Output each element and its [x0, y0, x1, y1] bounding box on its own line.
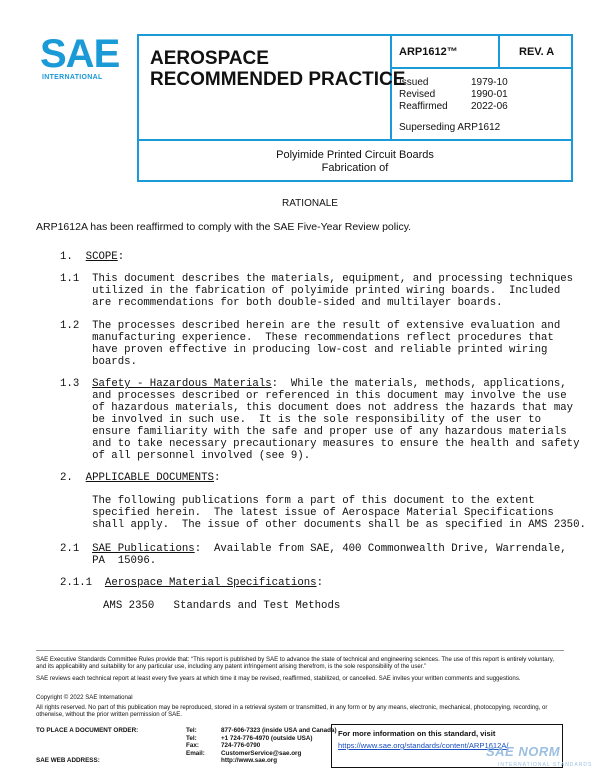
order-label: TO PLACE A DOCUMENT ORDER: — [36, 727, 139, 734]
sae-logo — [40, 34, 122, 84]
watermark: SAE NORM — [486, 744, 561, 759]
logo-text: SAE — [40, 32, 120, 76]
document-subtitle — [137, 149, 573, 175]
footer-disclaimer: SAE Executive Standards Committee Rules provide that: “This report is published by SAE to advance the state of technical and engineering sciences. The use of this report is entirely voluntary, and its applicability and suitability for any particular use, including any patent infringement arising therefrom, is the sole responsibility of the user.” — [36, 656, 555, 671]
watermark-subtext: INTERNATIONAL STANDARDS — [498, 762, 593, 768]
section-1-heading: 1. SCOPE: — [60, 251, 125, 263]
section-2-heading: 2. APPLICABLE DOCUMENTS: — [60, 472, 221, 484]
document-number: ARP1612™ — [399, 46, 458, 58]
section-1-3: 1.3 Safety - Hazardous Materials: While the materials, methods, applications, and processes described or referenced in this document may involve the use of hazardous materials, this document does not address the hazards that may be involved in such use. It is the sole responsibility of the user to ensure familiarity with the safe and proper use of any hazardous materials and to take necessary precautionary measures to ensure the health and safety of all personnel involved (see 9). — [60, 378, 580, 462]
section-2-1-1: 2.1.1 Aerospace Material Specifications: — [60, 577, 323, 589]
footer-review-note: SAE reviews each technical report at least every five years at which time it may be revised, reaffirmed, stabilized, or cancelled. SAE invites your written comments and suggestions. — [36, 675, 521, 682]
date-table — [399, 77, 519, 113]
section-2-title: APPLICABLE DOCUMENTS — [85, 472, 214, 484]
logo-subtext: INTERNATIONAL — [42, 74, 103, 81]
title-line-1: AEROSPACE — [150, 48, 269, 69]
section-1-title: SCOPE — [85, 251, 118, 263]
footer-copyright: Copyright © 2022 SAE International — [36, 694, 133, 701]
web-address[interactable]: http://www.sae.org — [221, 757, 278, 765]
section-2-1-title: SAE Publications — [92, 543, 195, 555]
footer-rights: All rights reserved. No part of this publication may be reproduced, stored in a retrieval system or transmitted, in any form or by any means, electronic, mechanical, photocopying, recording, or otherwise, without the prior written permission of SAE. — [36, 704, 548, 719]
date-row-issued: Issued 1979-10 — [399, 77, 508, 88]
superseding-note: Superseding ARP1612 — [399, 122, 501, 133]
web-label: SAE WEB ADDRESS: — [36, 757, 100, 765]
section-2-1-1-title: Aerospace Material Specifications — [104, 577, 317, 589]
contact-email[interactable]: CustomerService@sae.org — [221, 749, 302, 757]
footer-rule — [36, 650, 564, 651]
rationale-text: ARP1612A has been reaffirmed to comply with the SAE Five-Year Review policy. — [36, 221, 412, 233]
section-1-2: 1.2 The processes described herein are the result of extensive evaluation and manufacturing experience. These recommendations reflect procedures that have proven effective in producing low-cost and reliable printed wiring boards. — [60, 320, 561, 368]
date-row-revised: Revised 1990-01 — [399, 89, 508, 100]
title-line-2: RECOMMENDED PRACTICE — [150, 69, 406, 90]
revision-label: REV. A — [519, 46, 555, 58]
header-divider — [498, 34, 500, 68]
document-type-title — [150, 48, 405, 90]
subtitle-line-2: Fabrication of — [321, 162, 389, 174]
subtitle-line-1: Polyimide Printed Circuit Boards — [276, 149, 434, 161]
section-1-3-title: Safety - Hazardous Materials — [92, 378, 272, 390]
rationale-heading: RATIONALE — [282, 198, 338, 209]
section-2-text: The following publications form a part of this document to the extent specified herein. The latest issue of Aerospace Material Specifications shall apply. The issue of other documents shall be as specified in AMS 2350. — [92, 495, 586, 531]
contact-phone-intl: +1 724-776-4970 (outside USA) — [221, 734, 313, 742]
more-info-title: For more information on this standard, visit — [338, 729, 496, 738]
section-1-1: 1.1 This document describes the materials, equipment, and processing techniques utilized in the fabrication of polyimide printed wiring boards. Included are recommendations for both double-sided and multilayer boards. — [60, 273, 574, 309]
contact-phone-us: 877-606-7323 (inside USA and Canada) — [221, 727, 337, 734]
header-divider — [137, 139, 573, 141]
standard-link[interactable]: https://www.sae.org/standards/content/ARP1612A/ — [338, 741, 509, 750]
header-divider — [390, 67, 573, 69]
ams-reference: AMS 2350 Standards and Test Methods — [103, 600, 341, 612]
order-contacts: TO PLACE A DOCUMENT ORDER: Tel: 877-606-7323 (inside USA and Canada) Tel: +1 724-776-4970 (outside USA) Fax: 724-776-0790 Email: CustomerService@sae.org SAE WEB ADDRESS: http://www.sae.org — [36, 727, 337, 765]
date-row-reaffirmed: Reaffirmed 2022-06 — [399, 101, 508, 112]
section-2-1: 2.1 SAE Publications: Available from SAE, 400 Commonwealth Drive, Warrendale, PA 15096. — [60, 543, 567, 567]
contact-fax: 724-776-0790 — [221, 742, 261, 750]
